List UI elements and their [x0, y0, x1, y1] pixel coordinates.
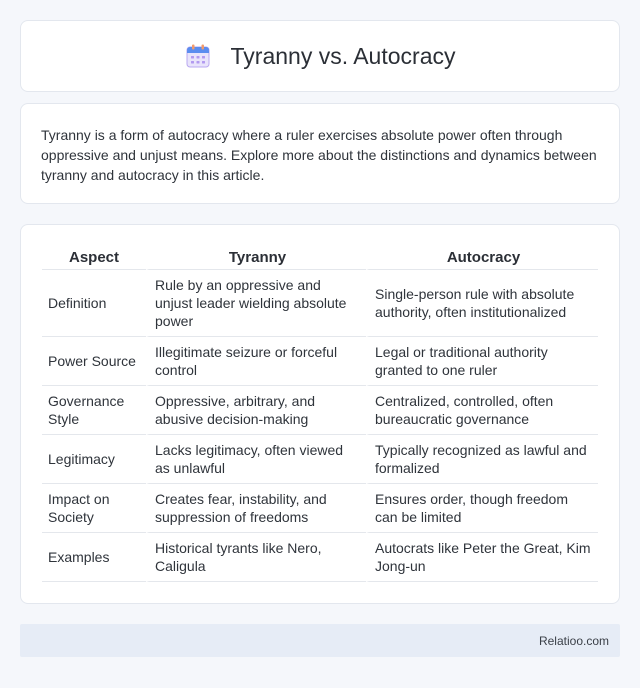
intro-card	[20, 103, 620, 204]
table-header-row	[42, 245, 598, 270]
tyranny-cell: Creates fear, instability, and suppression of freedoms	[146, 484, 366, 533]
aspect-cell: Examples	[42, 533, 146, 582]
aspect-cell: Impact on Society	[42, 484, 146, 533]
aspect-cell: Power Source	[42, 337, 146, 386]
table-row	[42, 270, 598, 337]
aspect-cell: Governance Style	[42, 386, 146, 435]
table-row	[42, 484, 598, 533]
calendar-icon	[185, 43, 211, 69]
tyranny-cell: Historical tyrants like Nero, Caligula	[146, 533, 366, 582]
header-tyranny: Tyranny	[146, 245, 366, 270]
intro-text: Tyranny is a form of autocracy where a ruler exercises absolute power often through oppressive and unjust means. Explore more about the distinctions and dynamics between tyranny and autocracy in this article.	[41, 127, 597, 183]
header-autocracy: Autocracy	[366, 245, 598, 270]
comparison-card	[20, 224, 620, 604]
table-row	[42, 533, 598, 582]
tyranny-cell: Illegitimate seizure or forceful control	[146, 337, 366, 386]
footer	[20, 624, 620, 657]
aspect-cell: Legitimacy	[42, 435, 146, 484]
page-title: Tyranny vs. Autocracy	[230, 42, 456, 69]
table-row	[42, 337, 598, 386]
comparison-table	[42, 245, 598, 582]
header-aspect: Aspect	[42, 245, 146, 270]
table-row	[42, 386, 598, 435]
autocracy-cell: Legal or traditional authority granted to one ruler	[366, 337, 598, 386]
footer-brand[interactable]: Relatioo.com	[538, 633, 609, 648]
aspect-cell: Definition	[42, 270, 146, 337]
tyranny-cell: Rule by an oppressive and unjust leader wielding absolute power	[146, 270, 366, 337]
autocracy-cell: Autocrats like Peter the Great, Kim Jong-un	[366, 533, 598, 582]
tyranny-cell: Oppressive, arbitrary, and abusive decision-making	[146, 386, 366, 435]
autocracy-cell: Typically recognized as lawful and formalized	[366, 435, 598, 484]
autocracy-cell: Single-person rule with absolute authority, often institutionalized	[366, 270, 598, 337]
tyranny-cell: Lacks legitimacy, often viewed as unlawful	[146, 435, 366, 484]
autocracy-cell: Centralized, controlled, often bureaucratic governance	[366, 386, 598, 435]
title-card	[20, 20, 620, 92]
autocracy-cell: Ensures order, though freedom can be limited	[366, 484, 598, 533]
table-row	[42, 435, 598, 484]
